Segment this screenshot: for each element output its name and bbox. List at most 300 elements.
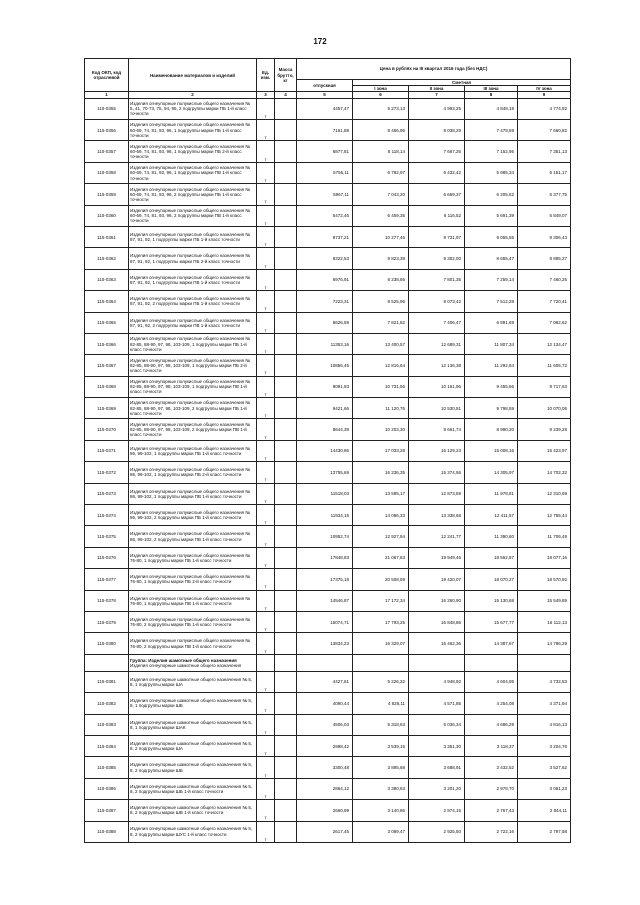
product-code: 115-0371: [85, 440, 129, 461]
zone-1-price: 16 236,35: [353, 462, 409, 483]
product-code: 115-0381: [85, 671, 129, 692]
mass-cell: [275, 735, 297, 756]
zone-1-price: 5 226,32: [353, 671, 409, 692]
zone-2-price: 9 731,97: [409, 226, 465, 247]
zone-2-price: 6 116,52: [409, 205, 465, 226]
zone-1-price: 8 238,66: [353, 269, 409, 290]
mass-cell: [275, 547, 297, 568]
release-price: 14430,86: [297, 440, 353, 461]
zone-4-price: 2 797,58: [518, 821, 571, 842]
zone-1-price: 3 140,86: [353, 800, 409, 821]
zone-2-price: 12 136,38: [409, 355, 465, 376]
zone-2-price: 10 530,51: [409, 398, 465, 419]
zone-4-price: 6 151,17: [518, 162, 571, 183]
header-zone-4: IV зона: [518, 86, 571, 92]
release-price: 17848,83: [297, 547, 353, 568]
mass-cell: [275, 419, 297, 440]
release-price: 7161,88: [297, 120, 353, 141]
zone-4-price: 12 755,44: [518, 505, 571, 526]
product-code: 115-0370: [85, 419, 129, 440]
product-code: 115-0373: [85, 483, 129, 504]
zone-4-price: 4 371,94: [518, 693, 571, 714]
mass-cell: [275, 526, 297, 547]
column-index: 1: [85, 92, 129, 98]
zone-3-price: 9 055,55: [465, 226, 518, 247]
zone-1-price: 4 828,11: [353, 693, 409, 714]
zone-2-price: 16 129,23: [409, 440, 465, 461]
unit-cell: т: [257, 462, 275, 483]
mass-cell: [275, 569, 297, 590]
mass-cell: [275, 98, 297, 119]
release-price: 13834,23: [297, 633, 353, 654]
product-name: Изделия огнеупорные шамотные общего назначения № 5, 8, 2 подгруппы марки ШВ 1-й класс точности: [129, 800, 257, 821]
zone-3-price: 14 305,97: [465, 462, 518, 483]
unit-cell: т: [257, 547, 275, 568]
page-number: 172: [313, 37, 327, 46]
product-name: Изделия огнеупорные полукислые общего назначения № 60-69, 74, 81, 93, 96, 2 подгруппы марки ПВ 1-й класс точности: [129, 205, 257, 226]
unit-cell: т: [257, 120, 275, 141]
header-zone-3: III зона: [465, 86, 518, 92]
mass-cell: [275, 398, 297, 419]
release-price: 4457,47: [297, 98, 353, 119]
zone-3-price: 11 292,84: [465, 355, 518, 376]
product-name: Изделия огнеупорные полукислые общего назначения № 76-80, 1 подгруппы марки ПВ 1-й класс точности: [129, 590, 257, 611]
product-name: Изделия огнеупорные шамотные общего назначения № 5, 8, 2 подгруппы марки ШУС 1-й класс точности: [129, 821, 257, 842]
zone-2-price: 3 351,30: [409, 735, 465, 756]
release-price: 15074,71: [297, 611, 353, 632]
unit-cell: т: [257, 526, 275, 547]
product-code: 115-0358: [85, 162, 129, 183]
product-code: 115-0386: [85, 778, 129, 799]
zone-3-price: 4 686,29: [465, 714, 518, 735]
zone-1-price: 17 172,34: [353, 590, 409, 611]
zone-4-price: 18 570,92: [518, 569, 571, 590]
product-code: 115-0378: [85, 590, 129, 611]
zone-3-price: 15 130,68: [465, 590, 518, 611]
table-row: [85, 714, 571, 735]
header-estimate: Сметная: [353, 80, 571, 86]
product-name: Изделия огнеупорные полукислые общего назначения № 60-69, 74, 81, 93, 96, 1 подгруппы марки ПБ 2-й класс точности: [129, 141, 257, 162]
zone-2-price: 10 161,96: [409, 376, 465, 397]
zone-2-price: 16 260,90: [409, 590, 465, 611]
product-name: Изделия огнеупорные полукислые общего назначения № 76-80, 2 подгруппы марки ПБ 1-й класс точности: [129, 611, 257, 632]
zone-4-price: 15 549,89: [518, 590, 571, 611]
zone-3-price: 8 655,47: [465, 248, 518, 269]
group-title: Группа: Изделия шамотные общего назначения: [130, 657, 237, 663]
zone-1-price: 3 539,15: [353, 735, 409, 756]
zone-3-price: 11 390,60: [465, 526, 518, 547]
product-code: 115-0366: [85, 333, 129, 354]
zone-1-price: 7 821,82: [353, 312, 409, 333]
product-name: Изделия огнеупорные полукислые общего назначения № 76-80, 2 подгруппы марки ПВ 1-й класс точности: [129, 633, 257, 654]
product-name: Изделия огнеупорные полукислые общего назначения № 86, 99-102, 2 подгруппы марки ПБ 1-й класс точности: [129, 505, 257, 526]
product-code: 115-0384: [85, 735, 129, 756]
table-row: [85, 505, 571, 526]
zone-3-price: 7 479,59: [465, 120, 518, 141]
zone-3-price: 7 512,28: [465, 291, 518, 312]
column-index: 2: [129, 92, 257, 98]
zone-1-price: 10 277,46: [353, 226, 409, 247]
product-code: 115-0376: [85, 547, 129, 568]
unit-cell: т: [257, 671, 275, 692]
unit-cell: т: [257, 693, 275, 714]
zone-3-price: 11 807,34: [465, 333, 518, 354]
mass-cell: [275, 248, 297, 269]
unit-cell: т: [257, 205, 275, 226]
release-price: 14546,87: [297, 590, 353, 611]
table-row: [85, 398, 571, 419]
product-code: 115-0364: [85, 291, 129, 312]
zone-3-price: 18 070,27: [465, 569, 518, 590]
release-price: 3300,48: [297, 757, 353, 778]
unit-cell: т: [257, 483, 275, 504]
zone-2-price: 12 689,31: [409, 333, 465, 354]
release-price: 5472,46: [297, 205, 353, 226]
zone-3-price: 4 848,19: [465, 98, 518, 119]
unit-cell: т: [257, 505, 275, 526]
table-row: [85, 526, 571, 547]
product-name: Изделия огнеупорные полукислые общего назначения № 87, 91, 92, 1 подгруппы марки ПВ 1-й класс точности: [129, 269, 257, 290]
zone-2-price: 7 667,26: [409, 141, 465, 162]
zone-1-price: 9 823,39: [353, 248, 409, 269]
product-code: 115-0356: [85, 120, 129, 141]
release-price: 4506,03: [297, 714, 353, 735]
product-name: Изделия огнеупорные полукислые общего назначения № 76-80, 1 подгруппы марки ПБ 2-й класс точности: [129, 569, 257, 590]
product-code: 115-0361: [85, 226, 129, 247]
zone-2-price: 3 201,20: [409, 778, 465, 799]
unit-cell: т: [257, 162, 275, 183]
mass-cell: [275, 184, 297, 205]
zone-1-price: 10 203,30: [353, 419, 409, 440]
table-row: [85, 205, 571, 226]
product-name: Изделия огнеупорные полукислые общего назначения № 86, 99-102, 1 подгруппы марки ПВ 1-й класс точности: [129, 483, 257, 504]
table-row: [85, 800, 571, 821]
unit-cell: т: [257, 248, 275, 269]
zone-2-price: 4 993,25: [409, 98, 465, 119]
zone-1-price: 8 525,95: [353, 291, 409, 312]
zone-1-price: 7 043,20: [353, 184, 409, 205]
column-index: 9: [518, 92, 571, 98]
header-code: Код ОКП, код отраслевой: [85, 59, 129, 92]
zone-4-price: 11 706,49: [518, 526, 571, 547]
table-row: [85, 735, 571, 756]
zone-4-price: 2 844,11: [518, 800, 571, 821]
zone-4-price: 4 816,13: [518, 714, 571, 735]
product-name: Изделия огнеупорные полукислые общего назначения № 60-69, 74, 81, 93, 96, 1 подгруппы марки ПБ 1-й класс точности: [129, 120, 257, 141]
unit-cell: т: [257, 590, 275, 611]
mass-cell: [275, 440, 297, 461]
product-name: Изделия огнеупорные полукислые общего назначения № 87, 91, 92, 2 подгруппы марки ПБ 1-й класс точности: [129, 291, 257, 312]
zone-1-price: 13 595,17: [353, 483, 409, 504]
column-index: 8: [465, 92, 518, 98]
zone-1-price: 8 466,95: [353, 120, 409, 141]
table-row: [85, 269, 571, 290]
mass-cell: [275, 483, 297, 504]
table-row: [85, 141, 571, 162]
release-price: 17375,18: [297, 569, 353, 590]
zone-3-price: 6 205,62: [465, 184, 518, 205]
zone-1-price: 3 089,47: [353, 821, 409, 842]
product-code: 115-0388: [85, 821, 129, 842]
release-price: 4090,44: [297, 693, 353, 714]
zone-4-price: 4 732,53: [518, 671, 571, 692]
release-price: 2998,42: [297, 735, 353, 756]
product-code: 115-0380: [85, 633, 129, 654]
release-price: 9421,66: [297, 398, 353, 419]
mass-cell: [275, 462, 297, 483]
zone-1-price: 3 895,68: [353, 757, 409, 778]
table-row: [85, 633, 571, 654]
header-release: отпускная: [297, 80, 353, 92]
zone-4-price: 7 460,26: [518, 269, 571, 290]
column-index: 7: [409, 92, 465, 98]
zone-2-price: 13 338,68: [409, 505, 465, 526]
unit-cell: т: [257, 98, 275, 119]
mass-cell: [275, 205, 297, 226]
table-row: [85, 462, 571, 483]
mass-cell: [275, 355, 297, 376]
zone-4-price: 10 070,06: [518, 398, 571, 419]
zone-4-price: 7 720,41: [518, 291, 571, 312]
table-row: [85, 355, 571, 376]
table-row: [85, 98, 571, 119]
product-code: 115-0385: [85, 757, 129, 778]
zone-3-price: 2 767,43: [465, 800, 518, 821]
zone-4-price: 3 061,23: [518, 778, 571, 799]
release-price: 4427,61: [297, 671, 353, 692]
product-name: Изделия огнеупорные полукислые общего назначения № 86, 99-102, 1 подгруппы марки ПБ 2-й класс точности: [129, 462, 257, 483]
zone-1-price: 17 793,25: [353, 611, 409, 632]
zone-1-price: 6 459,35: [353, 205, 409, 226]
product-name: Изделия огнеупорные полукислые общего назначения № 60-69, 74, 81, 93, 96, 2 подгруппы марки ПБ 1-й класс точности: [129, 184, 257, 205]
zone-1-price: 12 816,64: [353, 355, 409, 376]
unit-cell: т: [257, 312, 275, 333]
product-name: Изделия огнеупорные полукислые общего назначения № 82-85, 88-90, 97, 98, 103-109, 2 подгруппы марки ПБ 1-й класс точности: [129, 398, 257, 419]
product-name: Изделия огнеупорные полукислые общего назначения № 82-85, 88-90, 97, 98, 103-109, 2 подгруппы марки ПВ 1-й класс точности: [129, 419, 257, 440]
header-zone-2: II зона: [409, 86, 465, 92]
release-price: 6877,81: [297, 141, 353, 162]
zone-2-price: 19 949,46: [409, 547, 465, 568]
zone-4-price: 8 895,27: [518, 248, 571, 269]
unit-cell: т: [257, 821, 275, 842]
mass-cell: [275, 162, 297, 183]
mass-cell: [275, 226, 297, 247]
zone-3-price: 7 152,95: [465, 141, 518, 162]
product-code: 115-0375: [85, 526, 129, 547]
release-price: 8322,53: [297, 248, 353, 269]
product-code: 115-0382: [85, 693, 129, 714]
zone-4-price: 15 423,97: [518, 440, 571, 461]
table-row: [85, 440, 571, 461]
zone-3-price: 5 691,39: [465, 205, 518, 226]
zone-3-price: 3 118,37: [465, 735, 518, 756]
unit-cell: т: [257, 440, 275, 461]
zone-3-price: 14 387,67: [465, 633, 518, 654]
column-index: 4: [275, 92, 297, 98]
unit-cell: т: [257, 419, 275, 440]
zone-4-price: 7 660,82: [518, 120, 571, 141]
mass-cell: [275, 590, 297, 611]
header-zone-1: I зона: [353, 86, 409, 92]
release-price: 6976,91: [297, 269, 353, 290]
zone-1-price: 3 380,63: [353, 778, 409, 799]
column-index: 6: [353, 92, 409, 98]
zone-2-price: 5 036,34: [409, 714, 465, 735]
zone-4-price: 3 204,76: [518, 735, 571, 756]
group-subtitle: Изделия огнеупорные шамотные общего назначения: [130, 662, 242, 668]
group-row: [85, 654, 571, 671]
product-name: Изделия огнеупорные полукислые общего назначения № 86, 99-102, 2 подгруппы марки ПВ 1-й класс точности: [129, 526, 257, 547]
mass-cell: [275, 333, 297, 354]
header-mass: Масса брутто, кг: [275, 59, 297, 92]
zone-1-price: 13 400,57: [353, 333, 409, 354]
mass-cell: [275, 120, 297, 141]
zone-2-price: 8 038,29: [409, 120, 465, 141]
zone-2-price: 4 948,92: [409, 671, 465, 692]
release-price: 5756,11: [297, 162, 353, 183]
zone-1-price: 6 782,97: [353, 162, 409, 183]
release-price: 10952,74: [297, 526, 353, 547]
product-name: Изделия огнеупорные шамотные общего назначения № 5, 8, 1 подгруппы марки ШБ: [129, 693, 257, 714]
zone-3-price: 4 254,08: [465, 693, 518, 714]
zone-2-price: 15 462,36: [409, 633, 465, 654]
zone-4-price: 9 239,28: [518, 419, 571, 440]
mass-cell: [275, 778, 297, 799]
zone-3-price: 2 978,70: [465, 778, 518, 799]
zone-2-price: 2 925,50: [409, 821, 465, 842]
product-name: Изделия огнеупорные полукислые общего назначения № 87, 91, 92, 1 подгруппы марки ПБ 2-й класс точности: [129, 248, 257, 269]
product-code: 115-0359: [85, 184, 129, 205]
release-price: 8737,21: [297, 226, 353, 247]
zone-4-price: 19 077,16: [518, 547, 571, 568]
column-index: 3: [257, 92, 275, 98]
zone-3-price: 5 985,34: [465, 162, 518, 183]
product-code: 115-0383: [85, 714, 129, 735]
table-row: [85, 291, 571, 312]
zone-4-price: 12 310,69: [518, 483, 571, 504]
zone-2-price: 8 073,42: [409, 291, 465, 312]
zone-4-price: 7 351,13: [518, 141, 571, 162]
table-row: [85, 333, 571, 354]
table-row: [85, 226, 571, 247]
zone-1-price: 21 067,63: [353, 547, 409, 568]
zone-2-price: 12 873,59: [409, 483, 465, 504]
zone-4-price: 3 527,62: [518, 757, 571, 778]
unit-cell: т: [257, 376, 275, 397]
product-code: 115-0360: [85, 205, 129, 226]
product-name: Изделия огнеупорные полукислые общего назначения № 87, 91, 92, 1 подгруппы марки ПБ 1-й класс точности: [129, 226, 257, 247]
zone-1-price: 12 927,94: [353, 526, 409, 547]
product-name: Изделия огнеупорные полукислые общего назначения № 5, 41, 70-73, 75, 94, 95, 2 подгруппы марки ПБ 1-й класс точности: [129, 98, 257, 119]
zone-3-price: 18 562,87: [465, 547, 518, 568]
zone-1-price: 16 329,07: [353, 633, 409, 654]
column-index: 5: [297, 92, 353, 98]
release-price: 7223,31: [297, 291, 353, 312]
mass-cell: [275, 611, 297, 632]
zone-1-price: 17 033,28: [353, 440, 409, 461]
unit-cell: т: [257, 291, 275, 312]
mass-cell: [275, 821, 297, 842]
mass-cell: [275, 757, 297, 778]
mass-cell: [275, 800, 297, 821]
table-row: [85, 778, 571, 799]
product-name: Изделия огнеупорные шамотные общего назначения № 5, 8, 1 подгруппы марки ША: [129, 671, 257, 692]
mass-cell: [275, 376, 297, 397]
unit-cell: т: [257, 778, 275, 799]
zone-3-price: 6 891,69: [465, 312, 518, 333]
zone-3-price: 3 432,52: [465, 757, 518, 778]
zone-4-price: 9 306,43: [518, 226, 571, 247]
unit-cell: т: [257, 633, 275, 654]
zone-4-price: 12 134,47: [518, 333, 571, 354]
unit-cell: т: [257, 714, 275, 735]
table-row: [85, 120, 571, 141]
mass-cell: [275, 633, 297, 654]
product-code: 115-0367: [85, 355, 129, 376]
product-name: Изделия огнеупорные полукислые общего назначения № 82-85, 88-90, 97, 98, 103-109, 1 подгруппы марки ПБ 1-й класс точности: [129, 333, 257, 354]
product-code: 115-0387: [85, 800, 129, 821]
product-code: 115-0365: [85, 312, 129, 333]
zone-1-price: 8 118,14: [353, 141, 409, 162]
table-row: [85, 590, 571, 611]
zone-1-price: 14 086,33: [353, 505, 409, 526]
table-row: [85, 483, 571, 504]
mass-cell: [275, 693, 297, 714]
table-row: [85, 184, 571, 205]
zone-3-price: 15 008,16: [465, 440, 518, 461]
product-code: 115-0372: [85, 462, 129, 483]
release-price: 11518,03: [297, 483, 353, 504]
product-name: Изделия огнеупорные шамотные общего назначения № 5, 8, 2 подгруппы марки ШБ: [129, 757, 257, 778]
zone-2-price: 7 406,47: [409, 312, 465, 333]
product-name: Изделия огнеупорные полукислые общего назначения № 60-69, 74, 81, 93, 96, 1 подгруппы марки ПВ 1-й класс точности: [129, 162, 257, 183]
release-price: 2864,12: [297, 778, 353, 799]
unit-cell: т: [257, 611, 275, 632]
zone-4-price: 9 717,63: [518, 376, 571, 397]
zone-1-price: 5 273,13: [353, 98, 409, 119]
table-row: [85, 611, 571, 632]
zone-2-price: 4 571,85: [409, 693, 465, 714]
zone-2-price: 7 801,35: [409, 269, 465, 290]
unit-cell: т: [257, 184, 275, 205]
release-price: 6626,59: [297, 312, 353, 333]
zone-4-price: 14 702,32: [518, 462, 571, 483]
table-row: [85, 162, 571, 183]
table-row: [85, 671, 571, 692]
zone-2-price: 3 688,91: [409, 757, 465, 778]
zone-2-price: 15 374,56: [409, 462, 465, 483]
header-unit: Ед. изм.: [257, 59, 275, 92]
zone-3-price: 7 259,14: [465, 269, 518, 290]
product-name: Изделия огнеупорные шамотные общего назначения № 5, 8, 2 подгруппы марки ША: [129, 735, 257, 756]
release-price: 8644,39: [297, 419, 353, 440]
release-price: 5967,11: [297, 184, 353, 205]
release-price: 2617,45: [297, 821, 353, 842]
table-row: [85, 821, 571, 842]
header-price: Цена в рублях на III квартал 2016 года (без НДС): [297, 59, 571, 80]
mass-cell: [275, 312, 297, 333]
mass-cell: [275, 269, 297, 290]
zone-4-price: 14 786,29: [518, 633, 571, 654]
unit-cell: т: [257, 269, 275, 290]
table-row: [85, 757, 571, 778]
zone-3-price: 4 604,95: [465, 671, 518, 692]
product-name: Изделия огнеупорные шамотные общего назначения № 5, 8, 1 подгруппы марки ШАК: [129, 714, 257, 735]
zone-2-price: 6 669,37: [409, 184, 465, 205]
zone-4-price: 6 377,75: [518, 184, 571, 205]
product-code: 115-0369: [85, 398, 129, 419]
release-price: 10856,45: [297, 355, 353, 376]
